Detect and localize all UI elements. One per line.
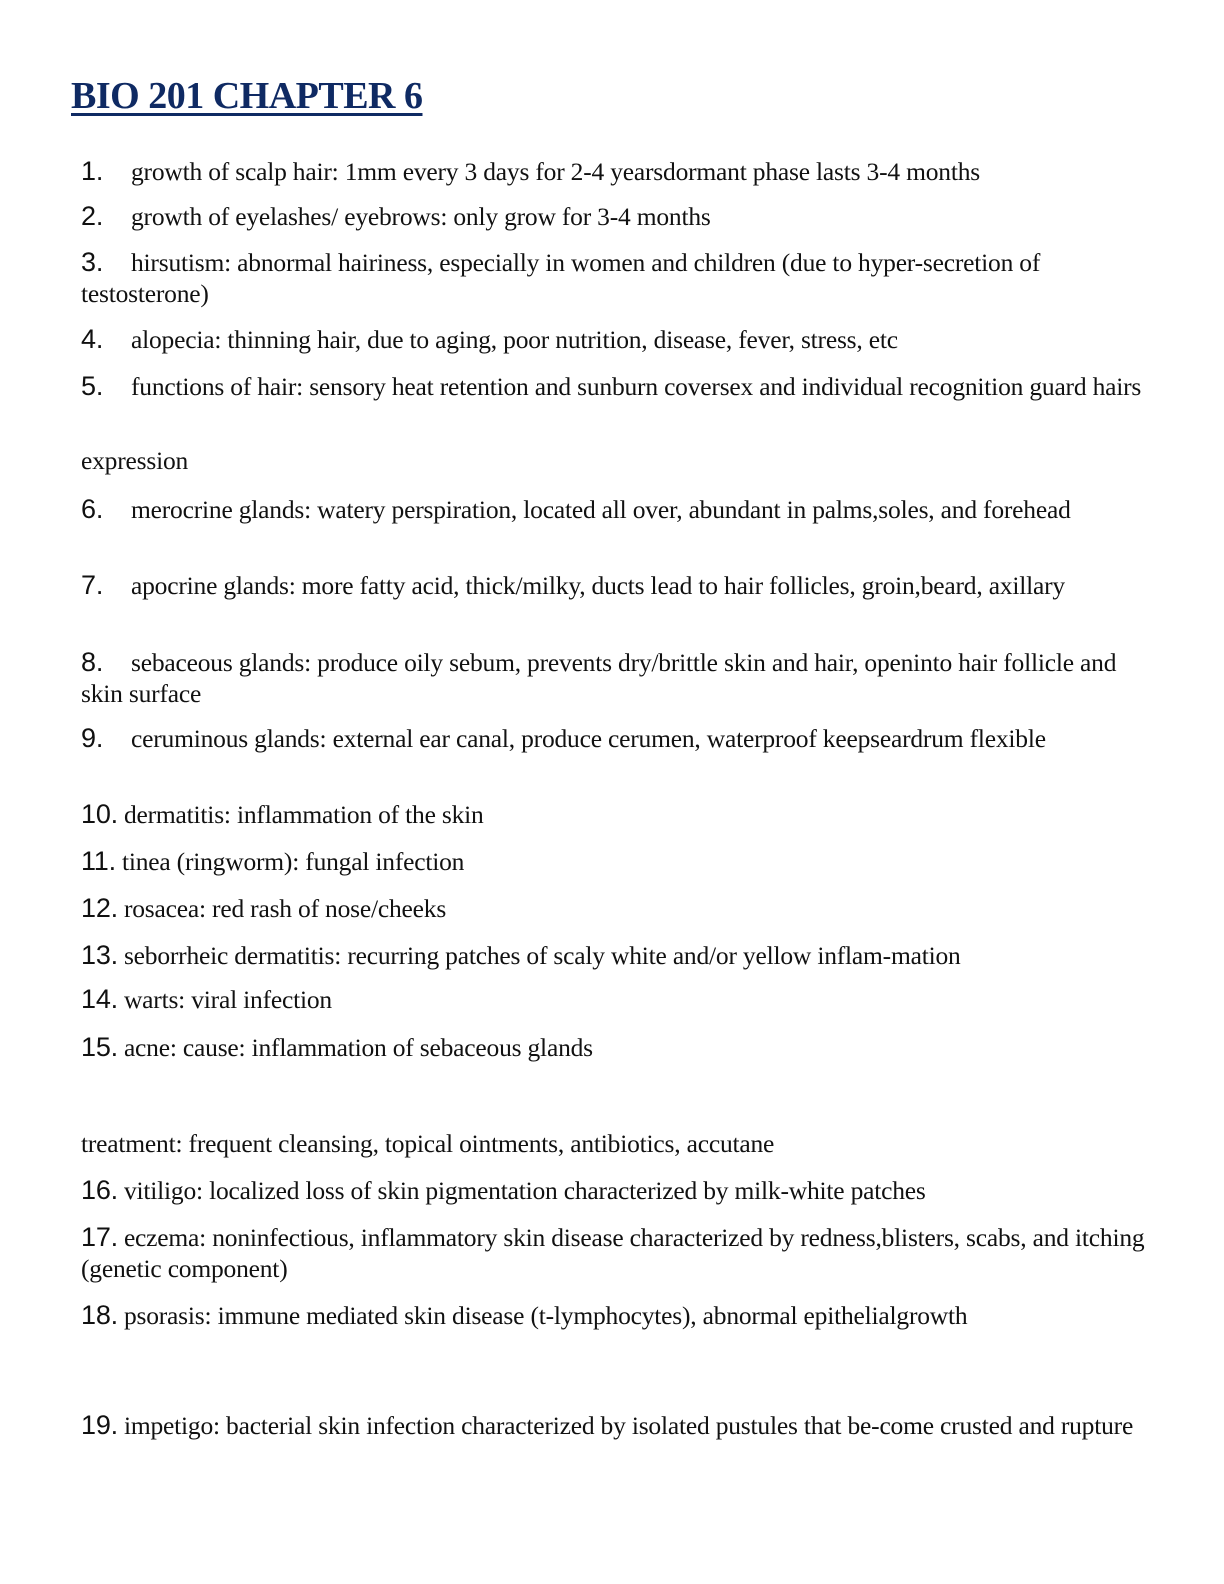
item-text: ceruminous glands: external ear canal, produce cerumen, waterproof keepseardrum flexible: [131, 724, 1046, 753]
item-text: alopecia: thinning hair, due to aging, poor nutrition, disease, fever, stress, etc: [131, 325, 898, 354]
item-text: growth of scalp hair: 1mm every 3 days for 2-4 yearsdormant phase lasts 3-4 months: [131, 157, 980, 186]
item-text: rosacea: red rash of nose/cheeks: [123, 894, 447, 923]
list-item: [81, 799, 1146, 830]
list-item: [81, 893, 1146, 924]
list-item: [81, 494, 1146, 525]
list-item: [81, 371, 1146, 402]
item-number: 13.: [81, 940, 118, 970]
item-text: eczema: noninfectious, inflammatory skin disease characterized by redness,blisters, scabs, and itching (genetic component): [81, 1223, 1145, 1283]
list-item: [81, 723, 1146, 754]
item-text: hirsutism: abnormal hairiness, especially in women and children (due to hyper-secretion of testosterone): [81, 248, 1041, 308]
item-number: 8.: [81, 647, 104, 677]
item-text: dermatitis: inflammation of the skin: [123, 800, 484, 829]
list-item: [81, 984, 1146, 1015]
list-item: [81, 201, 1146, 232]
item-number: 5.: [81, 371, 104, 401]
item-number: 6.: [81, 494, 104, 524]
item-text: expression: [81, 446, 189, 475]
item-number: 1.: [81, 156, 104, 186]
list-item: [81, 647, 1146, 709]
item-text: impetigo: bacterial skin infection characterized by isolated pustules that be-come crusted and rupture: [123, 1411, 1134, 1440]
item-number: 11.: [81, 846, 116, 876]
list-item-continuation: [81, 1128, 1146, 1159]
list-item: [81, 1222, 1146, 1284]
item-number: 12.: [81, 893, 118, 923]
item-text: tinea (ringworm): fungal infection: [121, 847, 465, 876]
item-number: 16.: [81, 1175, 118, 1205]
item-number: 7.: [81, 570, 104, 600]
item-text: vitiligo: localized loss of skin pigmentation characterized by milk-white patches: [123, 1176, 926, 1205]
item-number: 15.: [81, 1032, 118, 1062]
item-text: psorasis: immune mediated skin disease (t-lymphocytes), abnormal epithelialgrowth: [123, 1301, 968, 1330]
list-item: [81, 1300, 1146, 1331]
item-text: seborrheic dermatitis: recurring patches of scaly white and/or yellow inflam-mation: [123, 941, 961, 970]
item-number: 19.: [81, 1410, 118, 1440]
list-item: [81, 156, 1146, 187]
list-item: [81, 1032, 1146, 1063]
item-number: 10.: [81, 799, 118, 829]
list-item: [81, 247, 1146, 309]
item-text: growth of eyelashes/ eyebrows: only grow for 3-4 months: [131, 202, 711, 231]
list-item: [81, 570, 1146, 601]
list-item: [81, 1410, 1146, 1441]
list-item: [81, 324, 1146, 355]
item-number: 9.: [81, 723, 104, 753]
list-item: [81, 1175, 1146, 1206]
item-text: apocrine glands: more fatty acid, thick/milky, ducts lead to hair follicles, groin,beard, axillary: [131, 571, 1065, 600]
item-text: treatment: frequent cleansing, topical ointments, antibiotics, accutane: [81, 1129, 775, 1158]
list-item: [81, 940, 1146, 971]
item-text: sebaceous glands: produce oily sebum, prevents dry/brittle skin and hair, openinto hair follicle and skin surface: [81, 648, 1117, 708]
item-text: functions of hair: sensory heat retention and sunburn coversex and individual recognition guard hairs: [131, 372, 1142, 401]
list-item-continuation: [81, 445, 1146, 476]
item-text: acne: cause: inflammation of sebaceous glands: [123, 1033, 593, 1062]
item-number: 3.: [81, 247, 104, 277]
item-number: 18.: [81, 1300, 118, 1330]
list-item: [81, 846, 1146, 877]
item-number: 14.: [81, 984, 118, 1014]
item-text: merocrine glands: watery perspiration, located all over, abundant in palms,soles, and forehead: [131, 495, 1071, 524]
item-number: 2.: [81, 201, 104, 231]
item-number: 4.: [81, 324, 104, 354]
page-title: BIO 201 CHAPTER 6: [71, 75, 423, 117]
item-text: warts: viral infection: [123, 985, 332, 1014]
item-number: 17.: [81, 1222, 118, 1252]
